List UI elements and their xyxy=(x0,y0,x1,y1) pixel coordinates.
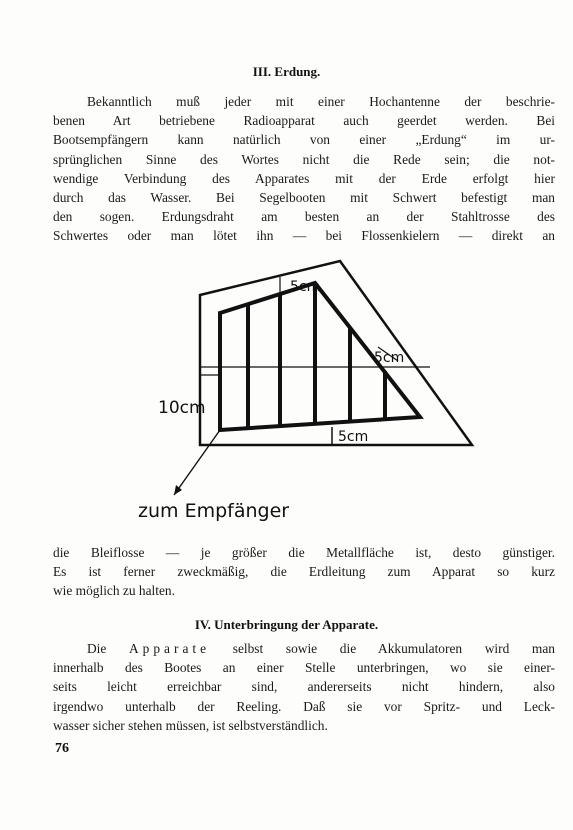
text-line: Bekanntlich muß jeder mit einer Hochantenne der beschrie- xyxy=(87,94,555,109)
diagram-svg xyxy=(130,255,480,525)
grounding-plate-diagram xyxy=(130,255,480,525)
text-fragment: selbst sowie die Akkumulatoren wird man xyxy=(232,641,555,656)
text-line: wasser sicher stehen müssen, ist selbstverständlich. xyxy=(53,717,328,733)
text-line: seits leicht erreichbar sind, andererseits nicht hindern, also xyxy=(53,679,555,695)
text-line: sprünglichen Sinne des Wortes nicht die Rede sein; die not- xyxy=(53,151,555,167)
paragraph-erdung xyxy=(53,92,555,246)
figure-caption: zum Empfänger xyxy=(138,500,290,522)
spaced-word: Apparate xyxy=(129,641,211,656)
section-heading-erdung: III. Erdung. xyxy=(252,64,321,79)
text-line: Es ist ferner zweckmäßig, die Erdleitung zum Apparat so kurz xyxy=(53,564,555,580)
text-line: benen Art betriebene Radioapparat auch geerdet werden. Bei xyxy=(53,113,555,129)
dimension-label-bottom: 5cm xyxy=(338,429,369,445)
dimension-label-top: 5cm xyxy=(290,279,321,295)
dimension-label-left: 10cm xyxy=(158,398,206,418)
lead-wire xyxy=(174,430,220,495)
paragraph-unterbringung xyxy=(53,639,555,735)
dimension-label-side: 5cm xyxy=(374,350,405,366)
text-line: den sogen. Erdungsdraht am besten an der Stahltrosse des xyxy=(53,209,555,225)
text-line: innerhalb des Bootes an einer Stelle unterbringen, wo sie einer- xyxy=(53,660,555,676)
text-line: Bootsempfängern kann natürlich von einer „Erdung“ im ur- xyxy=(53,132,555,148)
text-line: irgendwo unterhalb der Reeling. Daß sie vor Spritz- und Leck- xyxy=(53,698,555,714)
fin-outline xyxy=(200,261,472,445)
text-line: Schwertes oder man lötet ihn — bei Flossenkielern — direkt an xyxy=(53,228,555,244)
page-number: 76 xyxy=(55,741,69,756)
text-line: die Bleiflosse — je größer die Metallfläche ist, desto günstiger. xyxy=(53,545,555,560)
text-line: wendige Verbindung des Apparates mit der Erde erfolgt hier xyxy=(53,170,555,186)
text-line: durch das Wasser. Bei Segelbooten mit Schwert befestigt man xyxy=(53,189,555,205)
paragraph-erdung-continued xyxy=(53,543,555,601)
text-fragment: Die xyxy=(87,641,107,656)
text-line xyxy=(53,639,555,658)
section-heading-unterbringung: IV. Unterbringung der Apparate. xyxy=(194,617,379,632)
text-line: wie möglich zu halten. xyxy=(53,583,175,599)
